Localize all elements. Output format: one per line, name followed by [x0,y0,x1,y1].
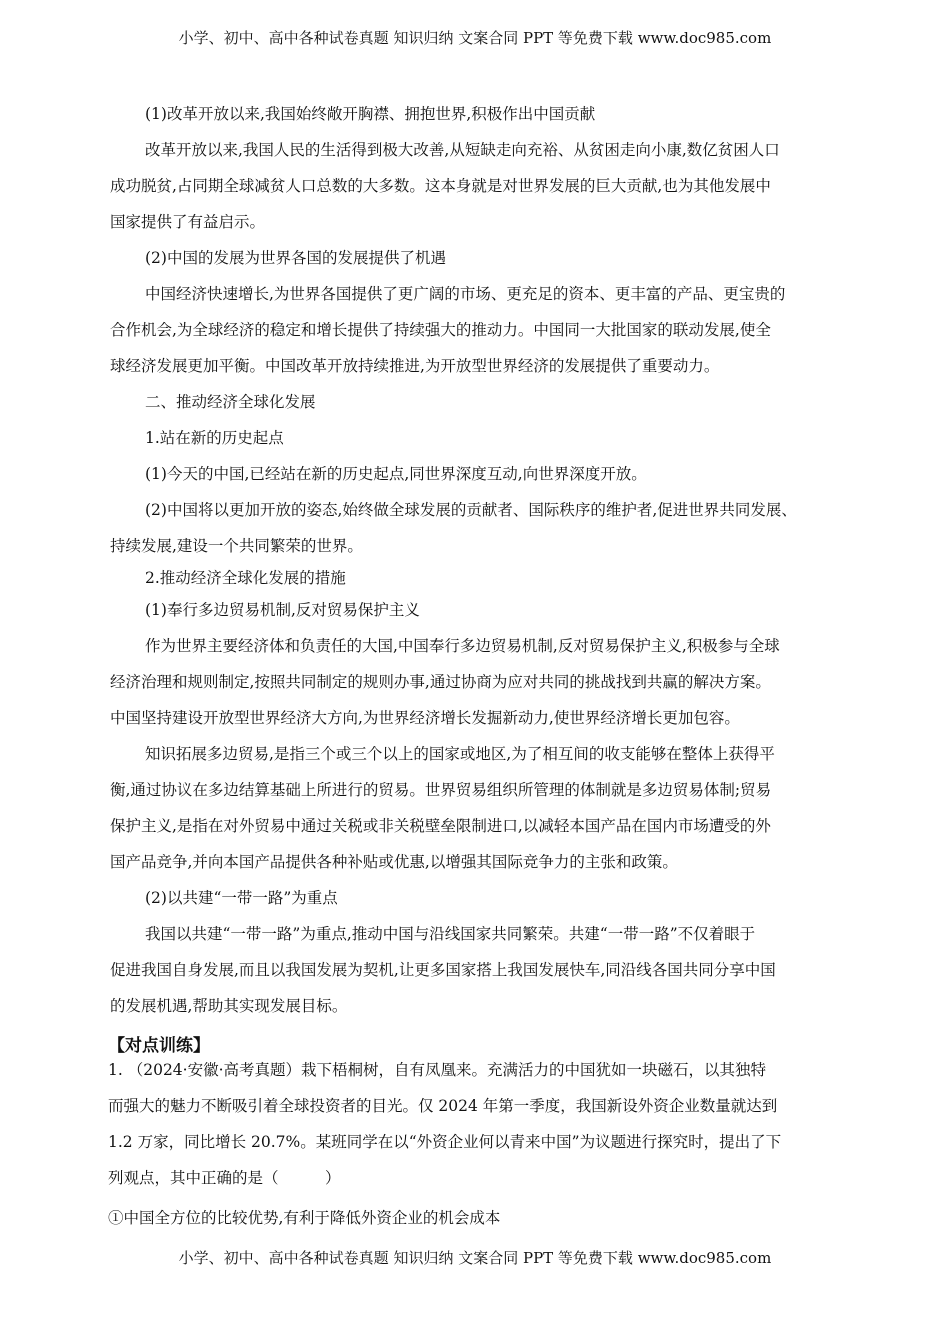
paragraph-line: 成功脱贫,占同期全球减贫人口总数的大多数。这本身就是对世界发展的巨大贡献,也为其他发展中 [110,177,771,195]
question-line: 1. （2024·安徽·高考真题）栽下梧桐树，自有凤凰来。充满活力的中国犹如一块磁石，以其独特 [108,1061,767,1079]
paragraph-line: 球经济发展更加平衡。中国改革开放持续推进,为开放型世界经济的发展提供了重要动力。 [110,357,720,375]
page-header: 小学、初中、高中各种试卷真题 知识归纳 文案合同 PPT 等免费下载 www.doc985.com [178,29,772,47]
paragraph-line: (1)改革开放以来,我国始终敞开胸襟、拥抱世界,积极作出中国贡献 [145,105,596,123]
paragraph-line: 知识拓展多边贸易,是指三个或三个以上的国家或地区,为了相互间的收支能够在整体上获得平 [145,745,775,763]
paragraph-line: 1.站在新的历史起点 [145,429,284,447]
paragraph-line: 改革开放以来,我国人民的生活得到极大改善,从短缺走向充裕、从贫困走向小康,数亿贫困人口 [145,141,780,159]
paragraph-line: 2.推动经济全球化发展的措施 [145,569,346,587]
paragraph-line: 作为世界主要经济体和负责任的大国,中国奉行多边贸易机制,反对贸易保护主义,积极参与全球 [145,637,780,655]
paragraph-line: 衡,通过协议在多边结算基础上所进行的贸易。世界贸易组织所管理的体制就是多边贸易体制;贸易 [110,781,772,799]
paragraph-line: (2)中国将以更加开放的姿态,始终做全球发展的贡献者、国际秩序的维护者,促进世界共同发展、 [145,501,797,519]
paragraph-line: 合作机会,为全球经济的稳定和增长提供了持续强大的推动力。中国同一大批国家的联动发展,使全 [110,321,771,339]
paragraph-line: (2)中国的发展为世界各国的发展提供了机遇 [145,249,446,267]
paragraph-line: 我国以共建“一带一路”为重点,推动中国与沿线国家共同繁荣。共建“一带一路”不仅着眼于 [145,925,756,943]
page-footer: 小学、初中、高中各种试卷真题 知识归纳 文案合同 PPT 等免费下载 www.doc985.com [178,1249,772,1267]
paragraph-line: 促进我国自身发展,而且以我国发展为契机,让更多国家搭上我国发展快车,同沿线各国共同分享中国 [110,961,776,979]
practice-heading: 【对点训练】 [108,1036,210,1056]
question-line: 而强大的魅力不断吸引着全球投资者的目光。仅 2024 年第一季度，我国新设外资企业数量就达到 [108,1097,778,1115]
paragraph-line: 保护主义,是指在对外贸易中通过关税或非关税壁垒限制进口,以减轻本国产品在国内市场遭受的外 [110,817,771,835]
paragraph-line: (2)以共建“一带一路”为重点 [145,889,338,907]
question-line: 1.2 万家，同比增长 20.7%。某班同学在以“外资企业何以青来中国”为议题进行探究时，提出了下 [108,1133,782,1151]
question-line: ①中国全方位的比较优势,有利于降低外资企业的机会成本 [108,1209,501,1227]
question-line: 列观点，其中正确的是（ ） [108,1169,341,1187]
paragraph-line: 二、推动经济全球化发展 [145,393,316,411]
paragraph-line: 持续发展,建设一个共同繁荣的世界。 [110,537,363,555]
paragraph-line: 经济治理和规则制定,按照共同制定的规则办事,通过协商为应对共同的挑战找到共赢的解决方案。 [110,673,771,691]
paragraph-line: (1)奉行多边贸易机制,反对贸易保护主义 [145,601,420,619]
paragraph-line: 国产品竞争,并向本国产品提供各种补贴或优惠,以增强其国际竞争力的主张和政策。 [110,853,678,871]
paragraph-line: 中国坚持建设开放型世界经济大方向,为世界经济增长发掘新动力,使世界经济增长更加包容。 [110,709,740,727]
paragraph-line: (1)今天的中国,已经站在新的历史起点,同世界深度互动,向世界深度开放。 [145,465,647,483]
paragraph-line: 的发展机遇,帮助其实现发展目标。 [110,997,348,1015]
paragraph-line: 国家提供了有益启示。 [110,213,266,231]
paragraph-line: 中国经济快速增长,为世界各国提供了更广阔的市场、更充足的资本、更丰富的产品、更宝贵的 [145,285,786,303]
